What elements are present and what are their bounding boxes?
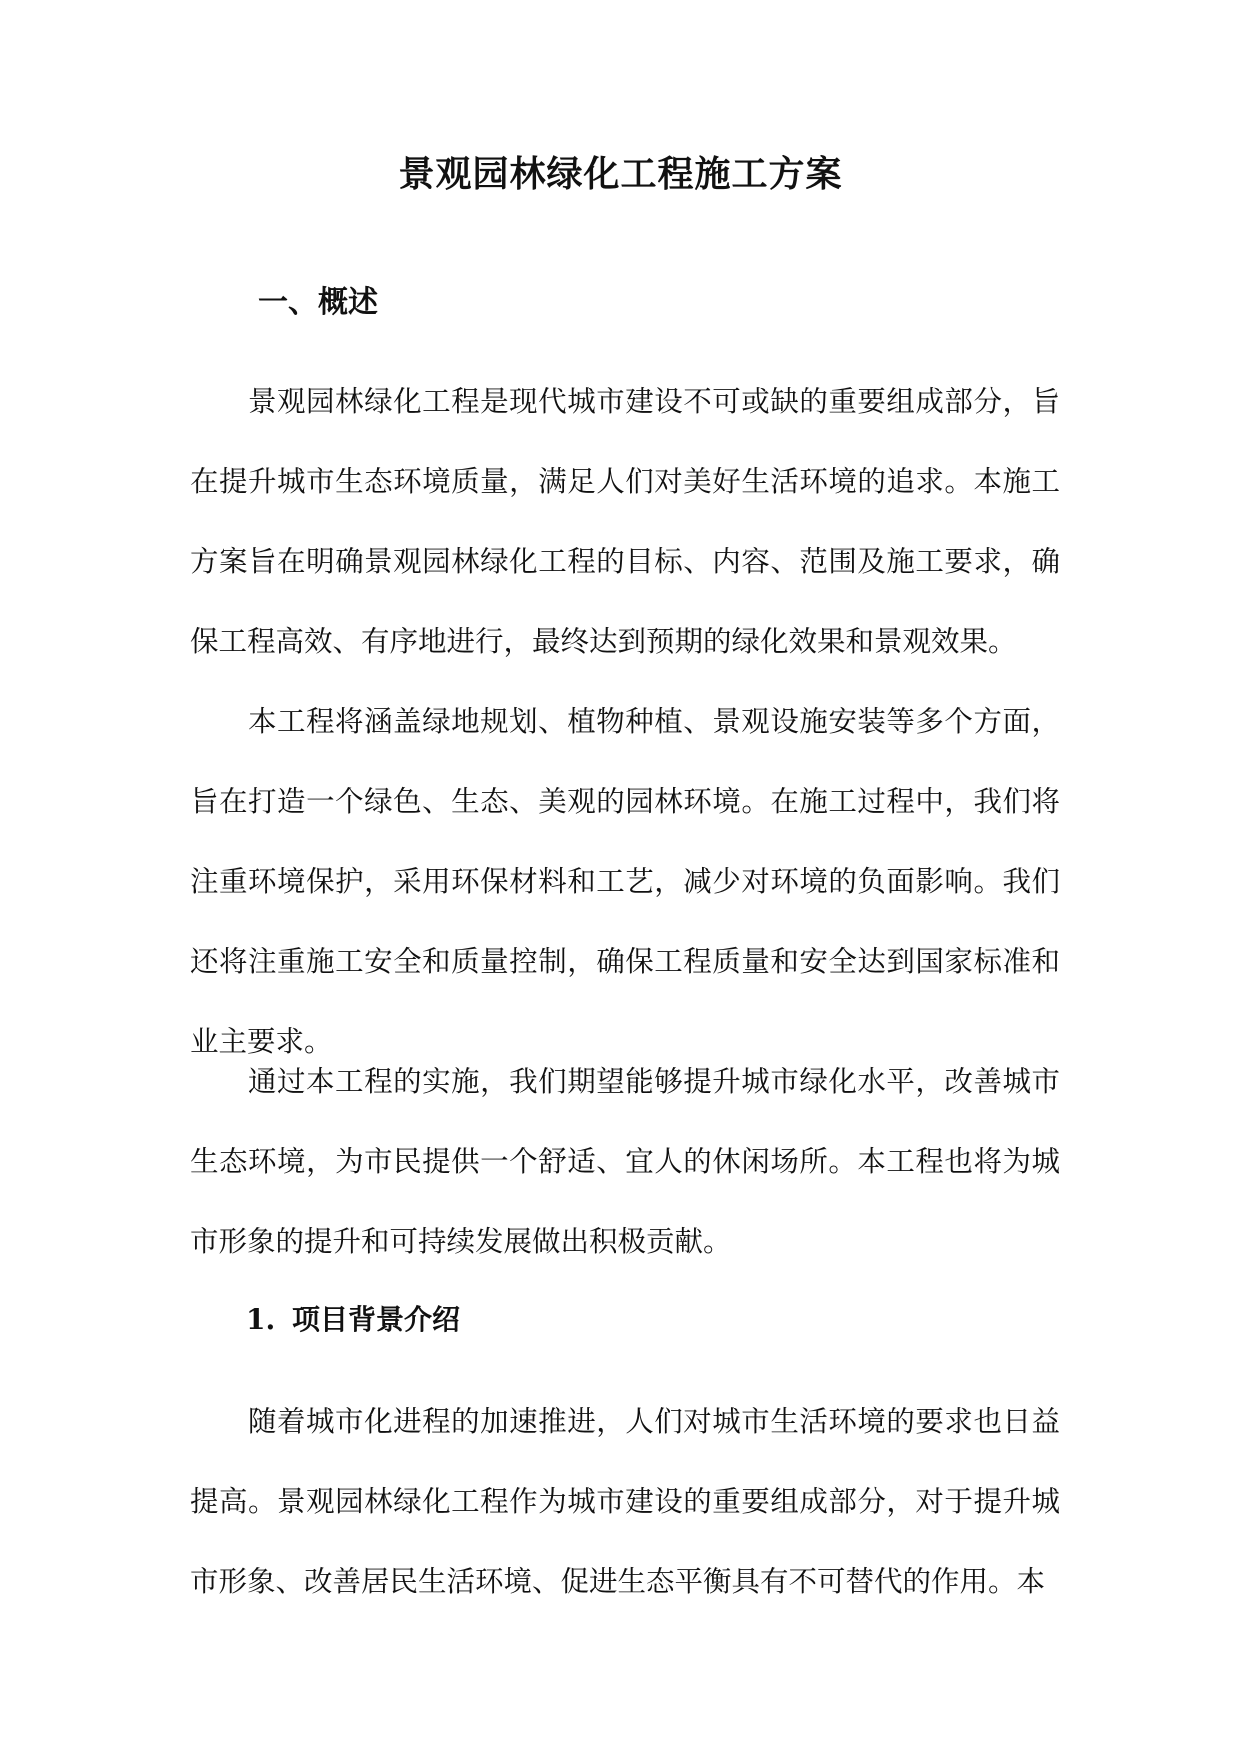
subsection-heading-project-background [246, 1300, 460, 1340]
paragraph-overview-2: 本工程将涵盖绿地规划、植物种植、景观设施安装等多个方面，旨在打造一个绿色、生态、美观的园林环境。在施工过程中，我们将注重环境保护，采用环保材料和工艺，减少对环境的负面影响。我们还将注重施工安全和质量控制，确保工程质量和安全达到国家标准和业主要求。 [190, 705, 1060, 1058]
paragraph-project-background: 随着城市化进程的加速推进，人们对城市生活环境的要求也日益提高。景观园林绿化工程作为城市建设的重要组成部分，对于提升城市形象、改善居民生活环境、促进生态平衡具有不可替代的作用。本 [190, 1405, 1060, 1598]
section-heading-overview: 一、概述 [258, 285, 378, 320]
subsection-number: 1. [246, 1303, 276, 1336]
paragraph-overview-1: 景观园林绿化工程是现代城市建设不可或缺的重要组成部分，旨在提升城市生态环境质量，满足人们对美好生活环境的追求。本施工方案旨在明确景观园林绿化工程的目标、内容、范围及施工要求，确保工程高效、有序地进行，最终达到预期的绿化效果和景观效果。 [190, 385, 1060, 658]
paragraph-overview-3: 通过本工程的实施，我们期望能够提升城市绿化水平，改善城市生态环境，为市民提供一个舒适、宜人的休闲场所。本工程也将为城市形象的提升和可持续发展做出积极贡献。 [190, 1065, 1060, 1258]
subsection-title: 项目背景介绍 [292, 1303, 461, 1336]
document-title: 景观园林绿化工程施工方案 [398, 153, 843, 195]
